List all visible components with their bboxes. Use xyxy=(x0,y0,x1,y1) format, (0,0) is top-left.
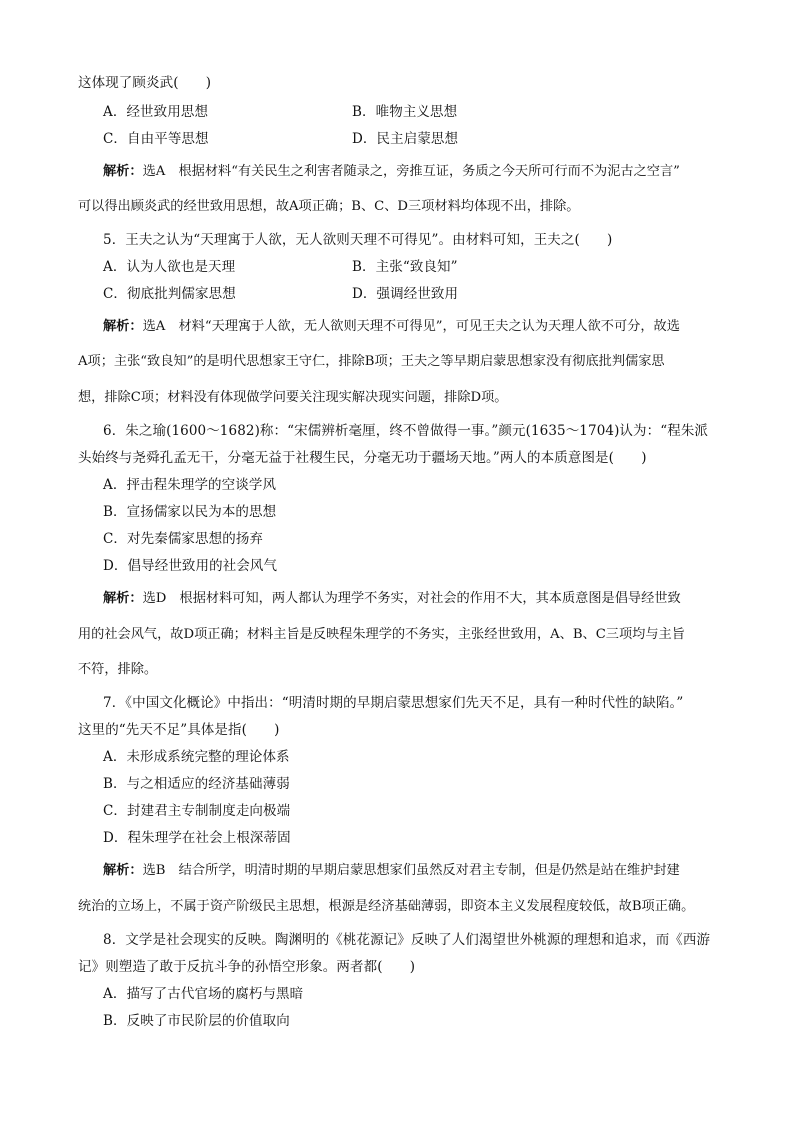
q5-analysis-line-3: 想，排除C项；材料没有体现做学问要关注现实解决现实问题，排除D项。 xyxy=(78,390,508,405)
q6-stem-line-2: 头始终与尧舜孔孟无干，分毫无益于社稷生民，分毫无功于疆场天地。”两人的本质意图是( ) xyxy=(78,450,647,466)
q8-stem-line-1: 8．文学是社会现实的反映。陶渊明的《桃花源记》反映了人们渴望世外桃源的理想和追求，而《西游 xyxy=(103,932,711,948)
q5-analysis-label: 解析： xyxy=(103,319,143,334)
q4-option-d: D．民主启蒙思想 xyxy=(352,131,459,147)
q5-analysis-line-1: 解析：选A 材料“天理寓于人欲，无人欲则天理不可得见”，可见王夫之认为天理人欲不可分，故选 xyxy=(103,319,680,334)
q7-analysis-line-1: 解析：选B 结合所学，明清时期的早期启蒙思想家们虽然反对君主专制，但是仍然是站在维护封建 xyxy=(103,863,680,878)
q4-option-b: B．唯物主义思想 xyxy=(352,104,458,120)
q8-option-b: B．反映了市民阶层的价值取向 xyxy=(103,1013,290,1029)
q4-analysis-line-1: 解析：选A 根据材料“有关民生之利害者随录之，旁推互证，务质之今天所可行而不为泥古之空言” xyxy=(103,164,680,179)
q5-option-c: C．彻底批判儒家思想 xyxy=(103,286,236,302)
q7-analysis-label: 解析： xyxy=(103,863,143,878)
q5-analysis-line-2: A项；主张“致良知”的是明代思想家王守仁，排除B项；王夫之等早期启蒙思想家没有彻底批判儒家思 xyxy=(78,354,665,369)
q6-analysis-line-1: 解析：选D 根据材料可知，两人都认为理学不务实，对社会的作用不大，其本质意图是倡导经世致 xyxy=(103,591,681,606)
q7-option-d: D．程朱理学在社会上根深蒂固 xyxy=(103,830,291,846)
q6-analysis-label: 解析： xyxy=(103,591,143,606)
q6-stem-line-1: 6．朱之瑜(1600～1682)称：“宋儒辨析毫厘，终不曾做得一事。”颜元(1635～1704)认为：“程朱派 xyxy=(103,423,709,439)
q8-option-a: A．描写了古代官场的腐朽与黑暗 xyxy=(103,986,304,1002)
q7-stem-line-1: 7．《中国文化概论》中指出：“明清时期的早期启蒙思想家们先天不足，具有一种时代性的缺陷。” xyxy=(103,695,684,711)
q6-option-a: A．抨击程朱理学的空谈学风 xyxy=(103,477,277,493)
q7-stem-line-2: 这里的“先天不足”具体是指( ) xyxy=(78,722,280,738)
q6-option-b: B．宣扬儒家以民为本的思想 xyxy=(103,504,277,520)
q7-option-c: C．封建君主专制制度走向极端 xyxy=(103,803,291,819)
q7-option-b: B．与之相适应的经济基础薄弱 xyxy=(103,776,290,792)
q5-option-d: D．强调经世致用 xyxy=(352,286,459,302)
q6-analysis-line-2: 用的社会风气，故D项正确；材料主旨是反映程朱理学的不务实，主张经世致用，A、B、C三项均与主旨 xyxy=(78,627,685,642)
q4-analysis-line-2: 可以得出顾炎武的经世致用思想，故A项正确；B、C、D三项材料均体现不出，排除。 xyxy=(78,199,580,214)
q5-option-b: B．主张“致良知” xyxy=(352,259,458,275)
q4-option-a: A．经世致用思想 xyxy=(103,104,209,120)
q6-option-d: D．倡导经世致用的社会风气 xyxy=(103,558,278,574)
q7-option-a: A．未形成系统完整的理论体系 xyxy=(103,749,290,765)
q6-option-c: C．对先秦儒家思想的扬弃 xyxy=(103,531,264,547)
q5-stem: 5．王夫之认为“天理寓于人欲，无人欲则天理不可得见”。由材料可知，王夫之( ) xyxy=(103,232,613,248)
q4-stem-tail: 这体现了顾炎武( ) xyxy=(78,75,212,91)
q8-stem-line-2: 记》则塑造了敢于反抗斗争的孙悟空形象。两者都( ) xyxy=(78,959,416,975)
q4-analysis-label: 解析： xyxy=(103,164,143,179)
q6-analysis-line-3: 不符，排除。 xyxy=(78,662,158,677)
q4-option-c: C．自由平等思想 xyxy=(103,131,209,147)
q7-analysis-line-2: 统治的立场上，不属于资产阶级民主思想，根源是经济基础薄弱，即资本主义发展程度较低，故B项正确。 xyxy=(78,899,695,914)
q5-option-a: A．认为人欲也是天理 xyxy=(103,259,236,275)
